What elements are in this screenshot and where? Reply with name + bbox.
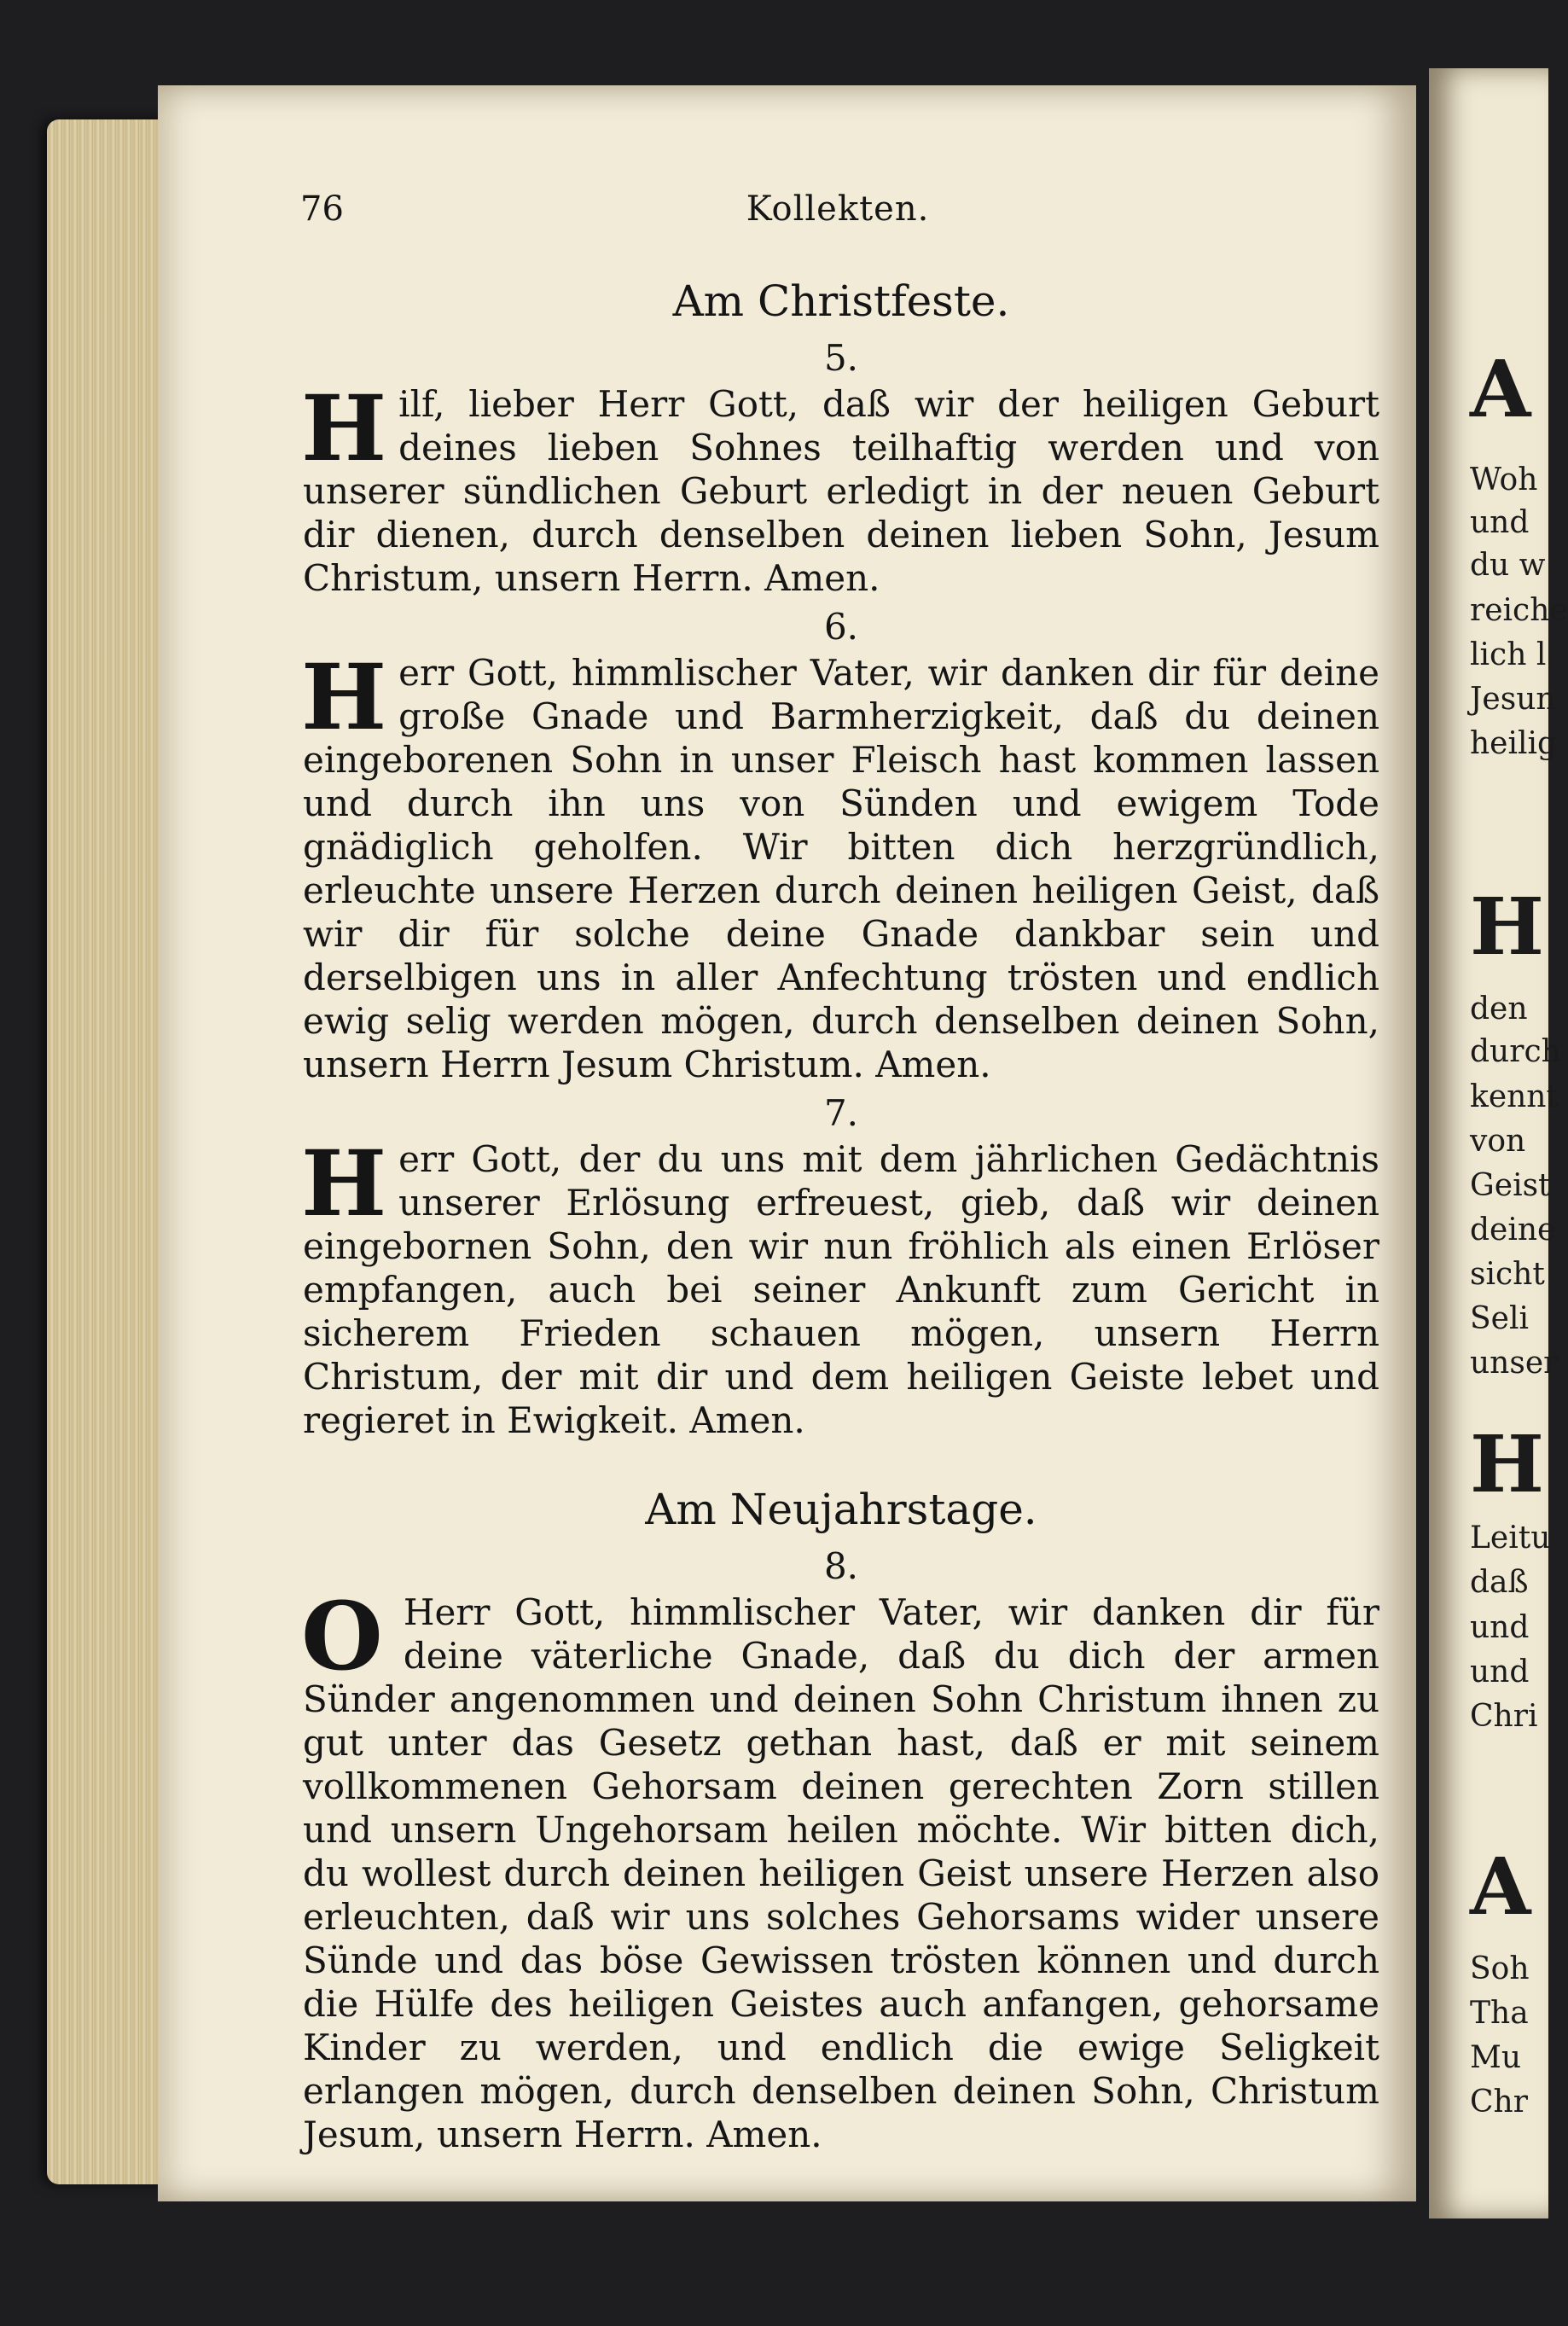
page-number: 76 bbox=[300, 189, 344, 229]
facing-fragment: Jesun bbox=[1470, 682, 1556, 717]
facing-page bbox=[1429, 68, 1568, 2218]
facing-fragment: Tha bbox=[1470, 1996, 1529, 2031]
facing-fragment: kennt bbox=[1470, 1079, 1559, 1114]
facing-fragment: von bbox=[1470, 1124, 1526, 1159]
facing-fragment: Woh bbox=[1470, 462, 1538, 497]
facing-fragment: Leitu bbox=[1470, 1521, 1551, 1556]
facing-fragment: reiche bbox=[1470, 593, 1568, 628]
prayer-number: 8. bbox=[823, 1545, 859, 1587]
prayer bbox=[301, 1581, 1379, 2160]
drop-cap: H bbox=[301, 1130, 387, 1236]
facing-fragment: du w bbox=[1470, 548, 1546, 583]
facing-fragment: Chri bbox=[1470, 1699, 1538, 1734]
facing-fragment: heilig bbox=[1470, 726, 1558, 761]
prayer-text: err Gott, himmlischer Vater, wir danken dir für deine große Gnade und Barmherzigkeit, daß du deinen eingeborenen Sohn in unser Fleisch hast kommen lassen und durch ihn uns von Sünden und ewigem Tode gnädiglich geholfen. Wir bitten dich herzgründlich, erleuchte unsere Herzen durch deinen heiligen Geist, daß wir dir für solche deine Gnade dankbar sein und derselbigen uns in aller Anfechtung trösten und endlich ewig selig werden mögen, durch denselben deinen Sohn, unsern Herrn Jesum Christum. Amen. bbox=[303, 652, 1379, 1085]
prayer-number: 6. bbox=[823, 606, 859, 648]
running-title: Kollekten. bbox=[746, 189, 930, 229]
drop-cap: H bbox=[301, 643, 387, 750]
facing-fragment: H bbox=[1470, 881, 1544, 973]
facing-fragment: daß bbox=[1470, 1565, 1529, 1600]
facing-fragment: unser bbox=[1470, 1346, 1559, 1381]
book-page-edges bbox=[47, 119, 175, 2184]
prayer bbox=[301, 643, 1379, 1090]
drop-cap: O bbox=[301, 1581, 383, 1691]
prayer-text: Herr Gott, himmlischer Vater, wir danken dir für deine väterliche Gnade, daß du dich der armen Sünder angenommen und deinen Sohn Christum ihnen zu gut unter das Gesetz gethan hast, daß er mit seinem vollkommenen Gehorsam deinen gerechten Zorn stillen und unsern Ungehorsam heilen möchte. Wir bitten dich, du wollest durch deinen heiligen Geist unsere Herzen also erleuchten, daß wir uns solches Gehorsams wider unsere Sünde und das böse Gewissen trösten können und durch die Hülfe des heiligen Geistes auch anfangen, gehorsame Kinder zu werden, und endlich die ewige Seligkeit erlangen mögen, durch denselben deinen Sohn, Christum Jesum, unsern Herrn. Amen. bbox=[303, 1591, 1379, 2155]
prayer bbox=[301, 375, 1379, 603]
facing-fragment: sicht bbox=[1470, 1257, 1545, 1292]
drop-cap: H bbox=[301, 375, 387, 481]
prayer-text: err Gott, der du uns mit dem jährlichen Gedächtnis unserer Erlösung erfreuest, gieb, daß wir deinen eingebornen Sohn, den wir nun fröhlich als einen Erlöser empfangen, auch bei seiner Ankunft zum Gericht in sicherem Frieden schauen mögen, unsern Herrn Christum, der mit dir und dem heiligen Geiste lebet und regieret in Ewigkeit. Amen. bbox=[303, 1138, 1379, 1441]
facing-fragment: A bbox=[1470, 1840, 1531, 1933]
facing-fragment: und bbox=[1470, 1610, 1530, 1645]
facing-fragment: den bbox=[1470, 991, 1528, 1026]
facing-fragment: und bbox=[1470, 1654, 1530, 1689]
facing-fragment: Mu bbox=[1470, 2040, 1522, 2075]
facing-fragment: und bbox=[1470, 505, 1530, 540]
section-heading: Am Christfeste. bbox=[672, 276, 1010, 326]
section-heading: Am Neujahrstage. bbox=[645, 1485, 1037, 1534]
prayer-text: ilf, lieber Herr Gott, daß wir der heiligen Geburt deines lieben Sohnes teilhaftig werden und von unserer sündlichen Geburt erledigt in der neuen Geburt dir dienen, durch denselben deinen lieben Sohn, Jesum Christum, unsern Herrn. Amen. bbox=[303, 383, 1379, 599]
facing-fragment: deine bbox=[1470, 1212, 1556, 1247]
facing-fragment: Geist bbox=[1470, 1168, 1551, 1203]
prayer-number: 5. bbox=[823, 337, 859, 379]
page-content bbox=[303, 271, 1379, 2160]
page-header bbox=[300, 189, 1375, 241]
facing-fragment: Soh bbox=[1470, 1951, 1530, 1986]
prayer-number: 7. bbox=[823, 1092, 859, 1134]
facing-fragment: Chr bbox=[1470, 2085, 1528, 2120]
facing-fragment: H bbox=[1470, 1418, 1544, 1510]
facing-fragment: Seli bbox=[1470, 1301, 1529, 1336]
prayer bbox=[301, 1130, 1379, 1445]
facing-fragment: A bbox=[1470, 343, 1531, 435]
facing-fragment: durch bbox=[1470, 1034, 1561, 1069]
facing-fragment: lich l bbox=[1470, 637, 1547, 672]
